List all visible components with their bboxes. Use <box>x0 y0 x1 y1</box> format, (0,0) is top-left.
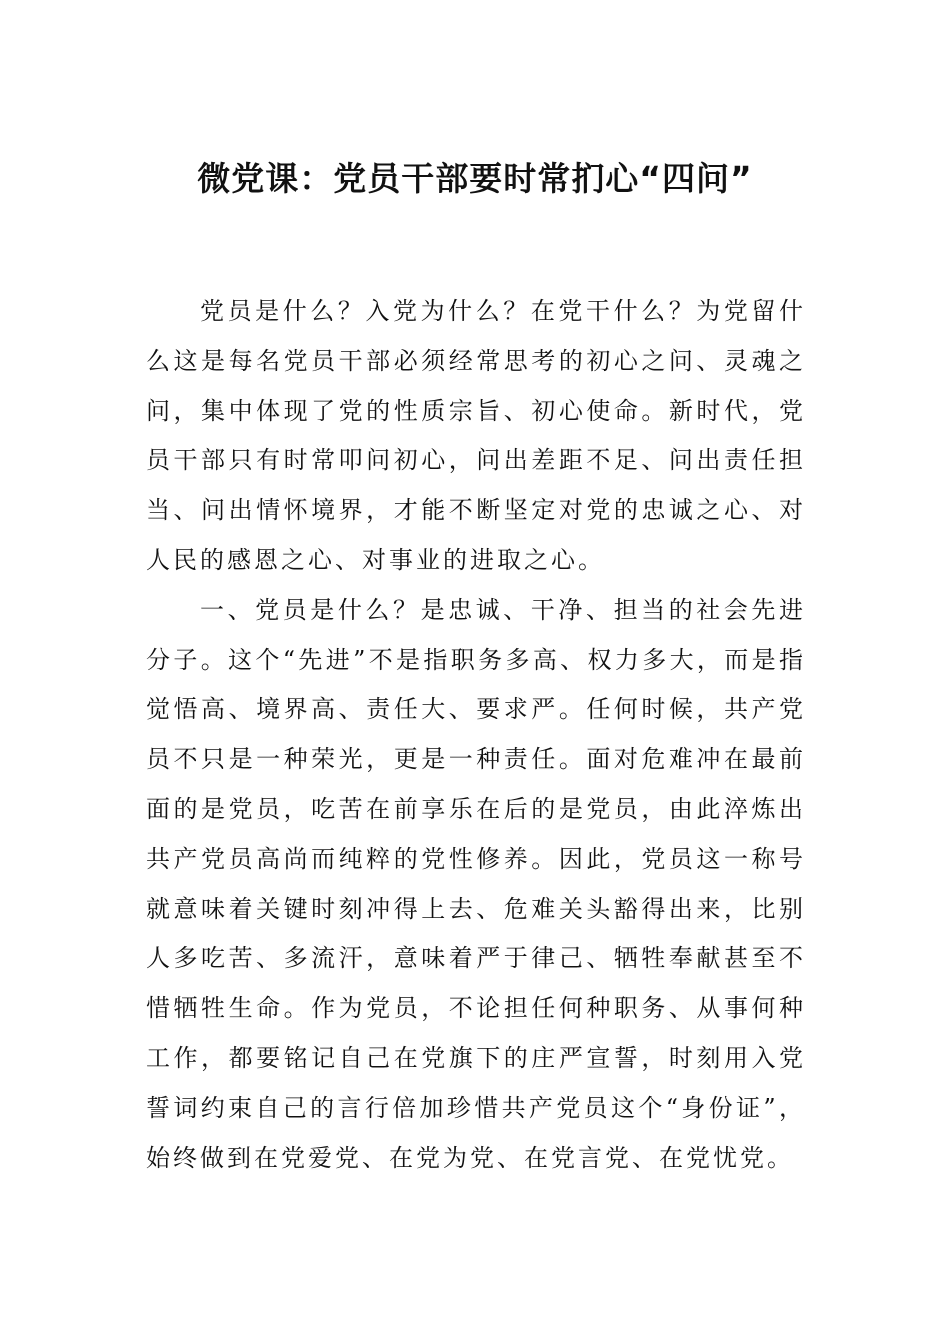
paragraph-section-one: 一、党员是什么？是忠诚、干净、担当的社会先进分子。这个“先进”不是指职务多高、权力多大，而是指觉悟高、境界高、责任大、要求严。任何时候，共产党员不只是一种荣光，更是一种责任。面对危难冲在最前面的是党员，吃苦在前享乐在后的是党员，由此淬炼出共产党员高尚而纯粹的党性修养。因此，党员这一称号就意味着关键时刻冲得上去、危难关头豁得出来，比别人多吃苦、多流汗，意味着严于律己、牺牲奉献甚至不惜牺牲生命。作为党员，不论担任何种职务、从事何种工作，都要铭记自己在党旗下的庄严宣誓，时刻用入党誓词约束自己的言行倍加珍惜共产党员这个“身份证”，始终做到在党爱党、在党为党、在党言党、在党忧党。 <box>146 595 806 1172</box>
document-body <box>146 287 806 1183</box>
paragraph-intro: 党员是什么？入党为什么？在党干什么？为党留什么这是每名党员干部必须经常思考的初心之问、灵魂之问，集中体现了党的性质宗旨、初心使命。新时代，党员干部只有时常叩问初心，问出差距不足、问出责任担当、问出情怀境界，才能不断坚定对党的忠诚之心、对人民的感恩之心、对事业的进取之心。 <box>146 297 806 574</box>
document-title: 微党课：党员干部要时常扪心“四问” <box>197 159 753 198</box>
